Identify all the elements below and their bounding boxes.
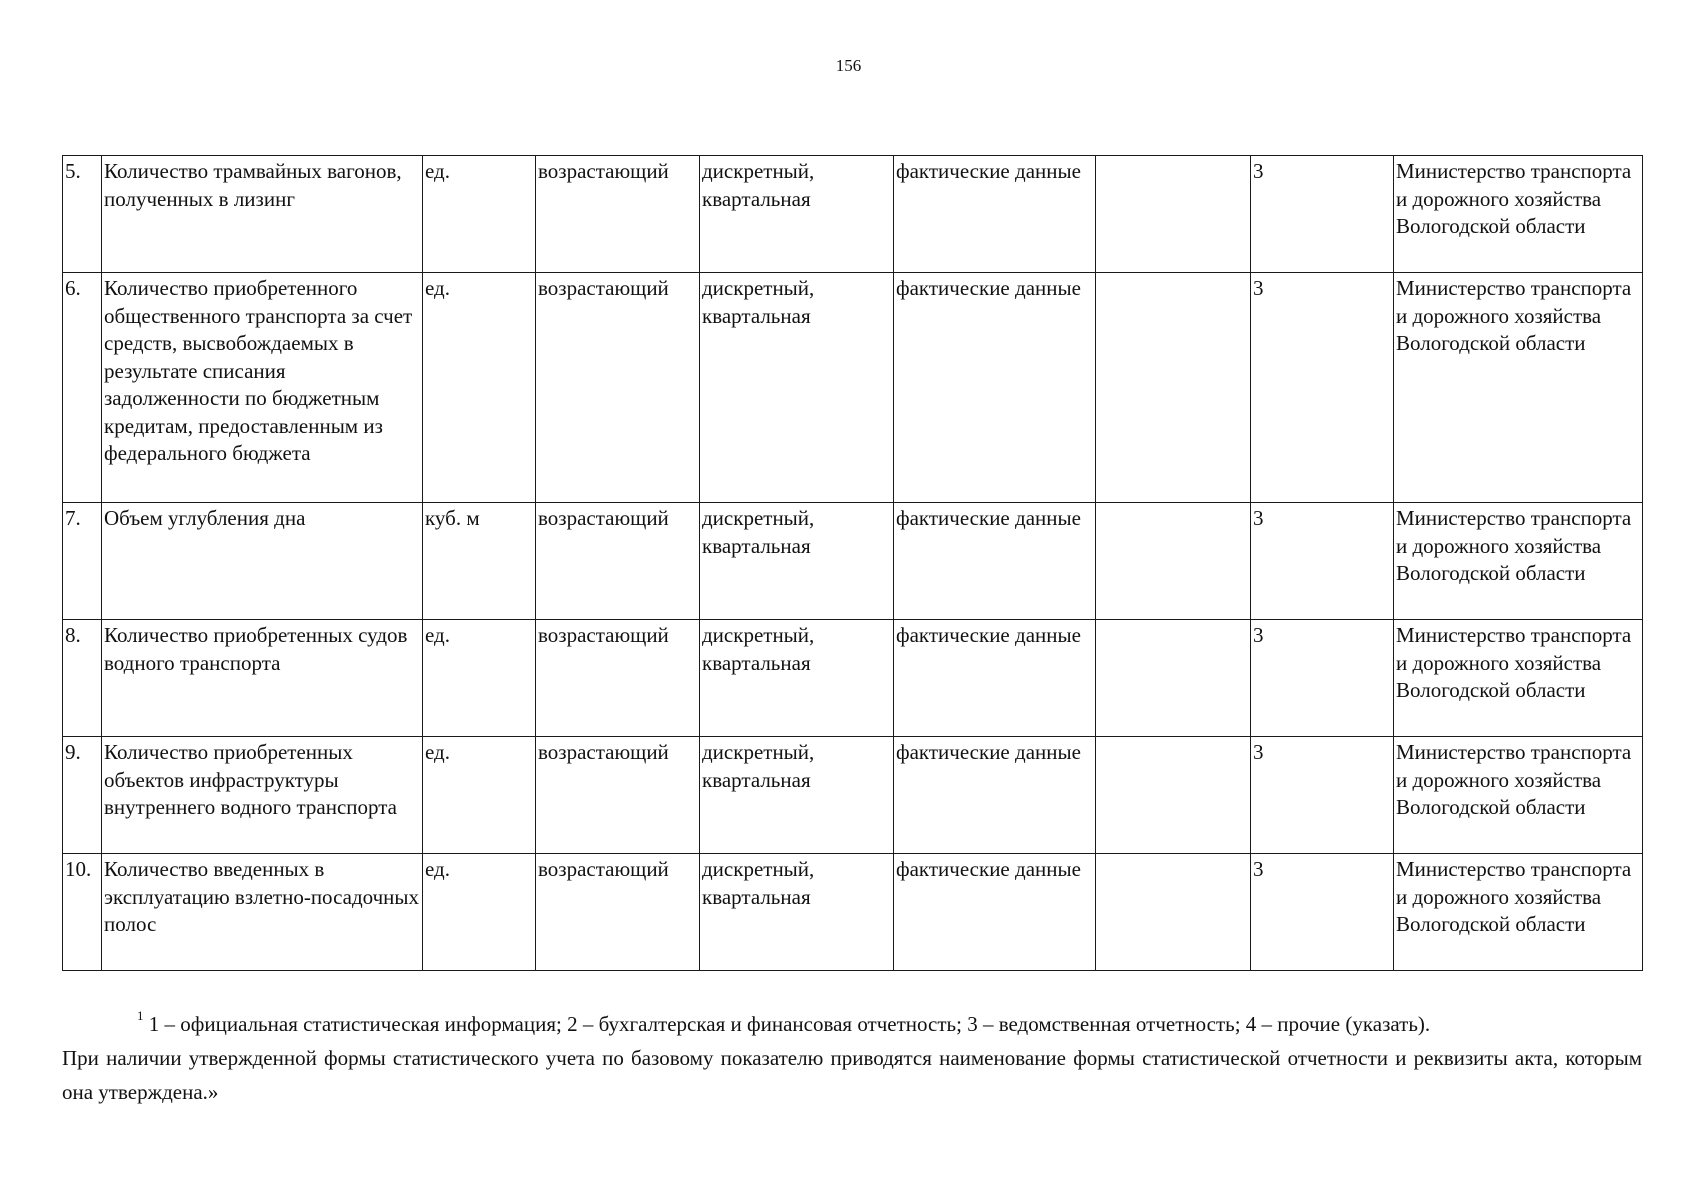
page-number: 156 <box>835 56 862 75</box>
unit-cell: куб. м <box>423 503 536 620</box>
row-number: 6. <box>63 273 102 503</box>
extra-cell <box>1096 273 1251 503</box>
footnote-marker: 1 <box>137 1008 144 1023</box>
indicator-name: Объем углубления дна <box>102 503 423 620</box>
trend-cell: возрастающий <box>536 737 700 854</box>
row-number: 8. <box>63 620 102 737</box>
extra-cell <box>1096 156 1251 273</box>
table-row <box>63 273 1643 503</box>
footnote-line-2: При наличии утвержденной формы статистического учета по базовому показателю приводятся наименование формы статистической отчетности и реквизиты акта, которым она утверждена.» <box>62 1046 1642 1104</box>
extra-cell <box>1096 503 1251 620</box>
unit-cell: ед. <box>423 156 536 273</box>
trend-cell: возрастающий <box>536 620 700 737</box>
type-cell: дискретный, квартальная <box>700 503 894 620</box>
footnote-line-1 <box>62 1002 1642 1041</box>
method-cell: фактические данные <box>894 273 1096 503</box>
method-cell: фактические данные <box>894 620 1096 737</box>
unit-cell: ед. <box>423 737 536 854</box>
row-number: 9. <box>63 737 102 854</box>
method-cell: фактические данные <box>894 737 1096 854</box>
type-cell: дискретный, квартальная <box>700 156 894 273</box>
method-cell: фактические данные <box>894 156 1096 273</box>
source-cell: 3 <box>1251 737 1394 854</box>
responsible-cell: Министерство транспорта и дорожного хозяйства Вологодской области <box>1394 273 1643 503</box>
extra-cell <box>1096 620 1251 737</box>
table-row <box>63 503 1643 620</box>
method-cell: фактические данные <box>894 503 1096 620</box>
indicator-name: Количество приобретенных судов водного транспорта <box>102 620 423 737</box>
row-number: 10. <box>63 854 102 971</box>
extra-cell <box>1096 854 1251 971</box>
responsible-cell: Министерство транспорта и дорожного хозяйства Вологодской области <box>1394 156 1643 273</box>
responsible-cell: Министерство транспорта и дорожного хозяйства Вологодской области <box>1394 737 1643 854</box>
responsible-cell: Министерство транспорта и дорожного хозяйства Вологодской области <box>1394 503 1643 620</box>
indicator-name: Количество приобретенных объектов инфраструктуры внутреннего водного транспорта <box>102 737 423 854</box>
indicator-name: Количество трамвайных вагонов, полученных в лизинг <box>102 156 423 273</box>
source-cell: 3 <box>1251 854 1394 971</box>
unit-cell: ед. <box>423 620 536 737</box>
table-row <box>63 854 1643 971</box>
type-cell: дискретный, квартальная <box>700 737 894 854</box>
source-cell: 3 <box>1251 503 1394 620</box>
source-cell: 3 <box>1251 620 1394 737</box>
row-number: 5. <box>63 156 102 273</box>
indicator-name: Количество приобретенного общественного транспорта за счет средств, высвобождаемых в результате списания задолженности по бюджетным кредитам, предоставленным из федерального бюджета <box>102 273 423 503</box>
trend-cell: возрастающий <box>536 854 700 971</box>
extra-cell <box>1096 737 1251 854</box>
type-cell: дискретный, квартальная <box>700 854 894 971</box>
table-row <box>63 156 1643 273</box>
trend-cell: возрастающий <box>536 156 700 273</box>
indicators-table <box>62 155 1643 971</box>
source-cell: 3 <box>1251 156 1394 273</box>
indicator-name: Количество введенных в эксплуатацию взлетно-посадочных полос <box>102 854 423 971</box>
responsible-cell: Министерство транспорта и дорожного хозяйства Вологодской области <box>1394 620 1643 737</box>
source-cell: 3 <box>1251 273 1394 503</box>
trend-cell: возрастающий <box>536 503 700 620</box>
responsible-cell: Министерство транспорта и дорожного хозяйства Вологодской области <box>1394 854 1643 971</box>
method-cell: фактические данные <box>894 854 1096 971</box>
trend-cell: возрастающий <box>536 273 700 503</box>
unit-cell: ед. <box>423 273 536 503</box>
unit-cell: ед. <box>423 854 536 971</box>
type-cell: дискретный, квартальная <box>700 273 894 503</box>
footnote-sources-text: 1 – официальная статистическая информация; 2 – бухгалтерская и финансовая отчетность; 3 – ведомственная отчетность; 4 – прочие (указать). <box>148 1012 1431 1036</box>
table-row <box>63 620 1643 737</box>
table-row <box>63 737 1643 854</box>
type-cell: дискретный, квартальная <box>700 620 894 737</box>
row-number: 7. <box>63 503 102 620</box>
footnote <box>62 1002 1642 1109</box>
